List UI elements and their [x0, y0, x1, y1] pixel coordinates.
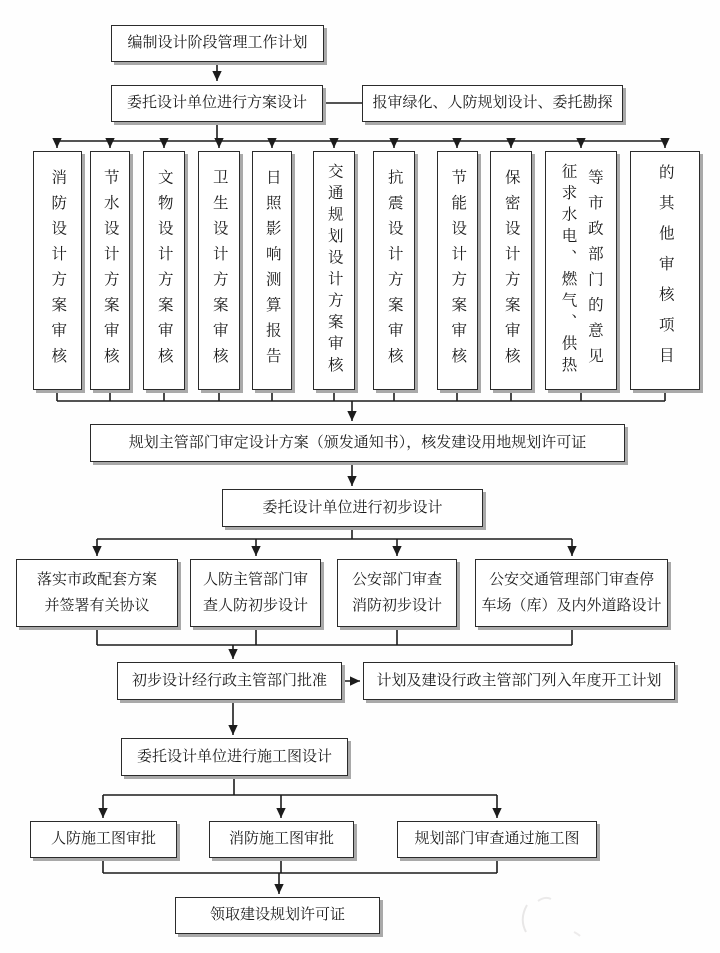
- review-box-energy-saving: [437, 151, 478, 390]
- preliminary-review-civil-defense-line1: 人防主管部门审: [202, 572, 308, 588]
- review-box-traffic-planning: [313, 151, 355, 390]
- step-approve-preliminary-box: [117, 662, 342, 700]
- review-box-traffic-planning-label: 交通规划设计方案审核: [325, 163, 343, 378]
- review-box-municipal-opinions-col2: 等市政部门的意见: [585, 168, 603, 373]
- smudge-artifact: [512, 888, 592, 938]
- preliminary-review-traffic-line2: 车场（库）及内外道路设计: [481, 598, 662, 614]
- drawing-review-planning-label: 规划部门审查通过施工图: [414, 831, 580, 848]
- step-scheme-design-box: [111, 85, 323, 122]
- review-box-confidentiality-label: 保密设计方案审核: [502, 168, 520, 373]
- preliminary-review-traffic-line1: 公安交通管理部门审查停: [488, 572, 654, 588]
- review-box-sunlight: [252, 151, 292, 390]
- step-obtain-permit-box: [175, 897, 380, 934]
- annual-plan-note-box: [363, 662, 675, 700]
- preliminary-review-civil-defense-line2: 查人防初步设计: [202, 598, 308, 614]
- drawing-review-fire-label: 消防施工图审批: [228, 831, 334, 848]
- step-approve-scheme-box: [90, 424, 625, 462]
- review-box-water-saving-label: 节水设计方案审核: [101, 168, 119, 373]
- preliminary-review-municipal-box: [16, 559, 178, 627]
- drawing-review-civil-defense-label: 人防施工图审批: [50, 831, 156, 848]
- review-box-seismic: [373, 151, 415, 390]
- review-box-water-saving: [90, 151, 130, 390]
- step-obtain-permit-label: 领取建设规划许可证: [209, 907, 345, 924]
- review-box-confidentiality: [490, 151, 532, 390]
- step-approve-scheme-label: 规划主管部门审定设计方案（颁发通知书），核发建设用地规划许可证: [128, 434, 587, 451]
- step-compile-plan-box: [111, 25, 324, 62]
- review-box-other-items: [630, 151, 700, 390]
- step-working-drawing-box: [121, 738, 348, 776]
- drawing-review-planning-box: [397, 821, 597, 858]
- review-box-sunlight-label: 日照影响测算报告: [263, 168, 281, 373]
- review-box-fire: [33, 151, 82, 390]
- review-box-cultural-relics-label: 文物设计方案审核: [155, 168, 173, 373]
- review-box-seismic-label: 抗震设计方案审核: [385, 168, 403, 373]
- review-box-municipal-opinions-col1: 征求水电、燃气、供热: [559, 163, 577, 378]
- review-box-other-items-label: 的其他审核项目: [656, 163, 674, 378]
- scheme-side-note-box: [362, 85, 623, 122]
- review-box-municipal-opinions: [545, 151, 617, 390]
- review-box-sanitation: [198, 151, 240, 390]
- step-working-drawing-label: 委托设计单位进行施工图设计: [136, 748, 332, 765]
- preliminary-review-municipal-line2: 并签署有关协议: [44, 598, 150, 614]
- preliminary-review-civil-defense-box: [190, 559, 321, 627]
- review-box-cultural-relics: [143, 151, 185, 390]
- preliminary-review-fire-line2: 消防初步设计: [351, 598, 442, 614]
- step-compile-plan-label: 编制设计阶段管理工作计划: [127, 35, 308, 52]
- review-box-sanitation-label: 卫生设计方案审核: [210, 168, 228, 373]
- step-approve-preliminary-label: 初步设计经行政主管部门批准: [131, 672, 327, 689]
- preliminary-review-municipal-line1: 落实市政配套方案: [36, 572, 157, 588]
- step-preliminary-design-box: [222, 489, 483, 527]
- drawing-review-fire-box: [209, 821, 354, 858]
- scheme-side-note-label: 报审绿化、人防规划设计、委托勘探: [372, 95, 613, 112]
- drawing-review-civil-defense-box: [30, 821, 177, 858]
- annual-plan-note-label: 计划及建设行政主管部门列入年度开工计划: [376, 672, 662, 689]
- preliminary-review-fire-box: [337, 559, 457, 627]
- review-box-fire-label: 消防设计方案审核: [49, 168, 67, 373]
- review-box-energy-saving-label: 节能设计方案审核: [449, 168, 467, 373]
- step-preliminary-design-label: 委托设计单位进行初步设计: [262, 499, 443, 516]
- step-scheme-design-label: 委托设计单位进行方案设计: [126, 95, 307, 112]
- preliminary-review-fire-line1: 公安部门审查: [351, 572, 442, 588]
- preliminary-review-traffic-box: [475, 559, 668, 627]
